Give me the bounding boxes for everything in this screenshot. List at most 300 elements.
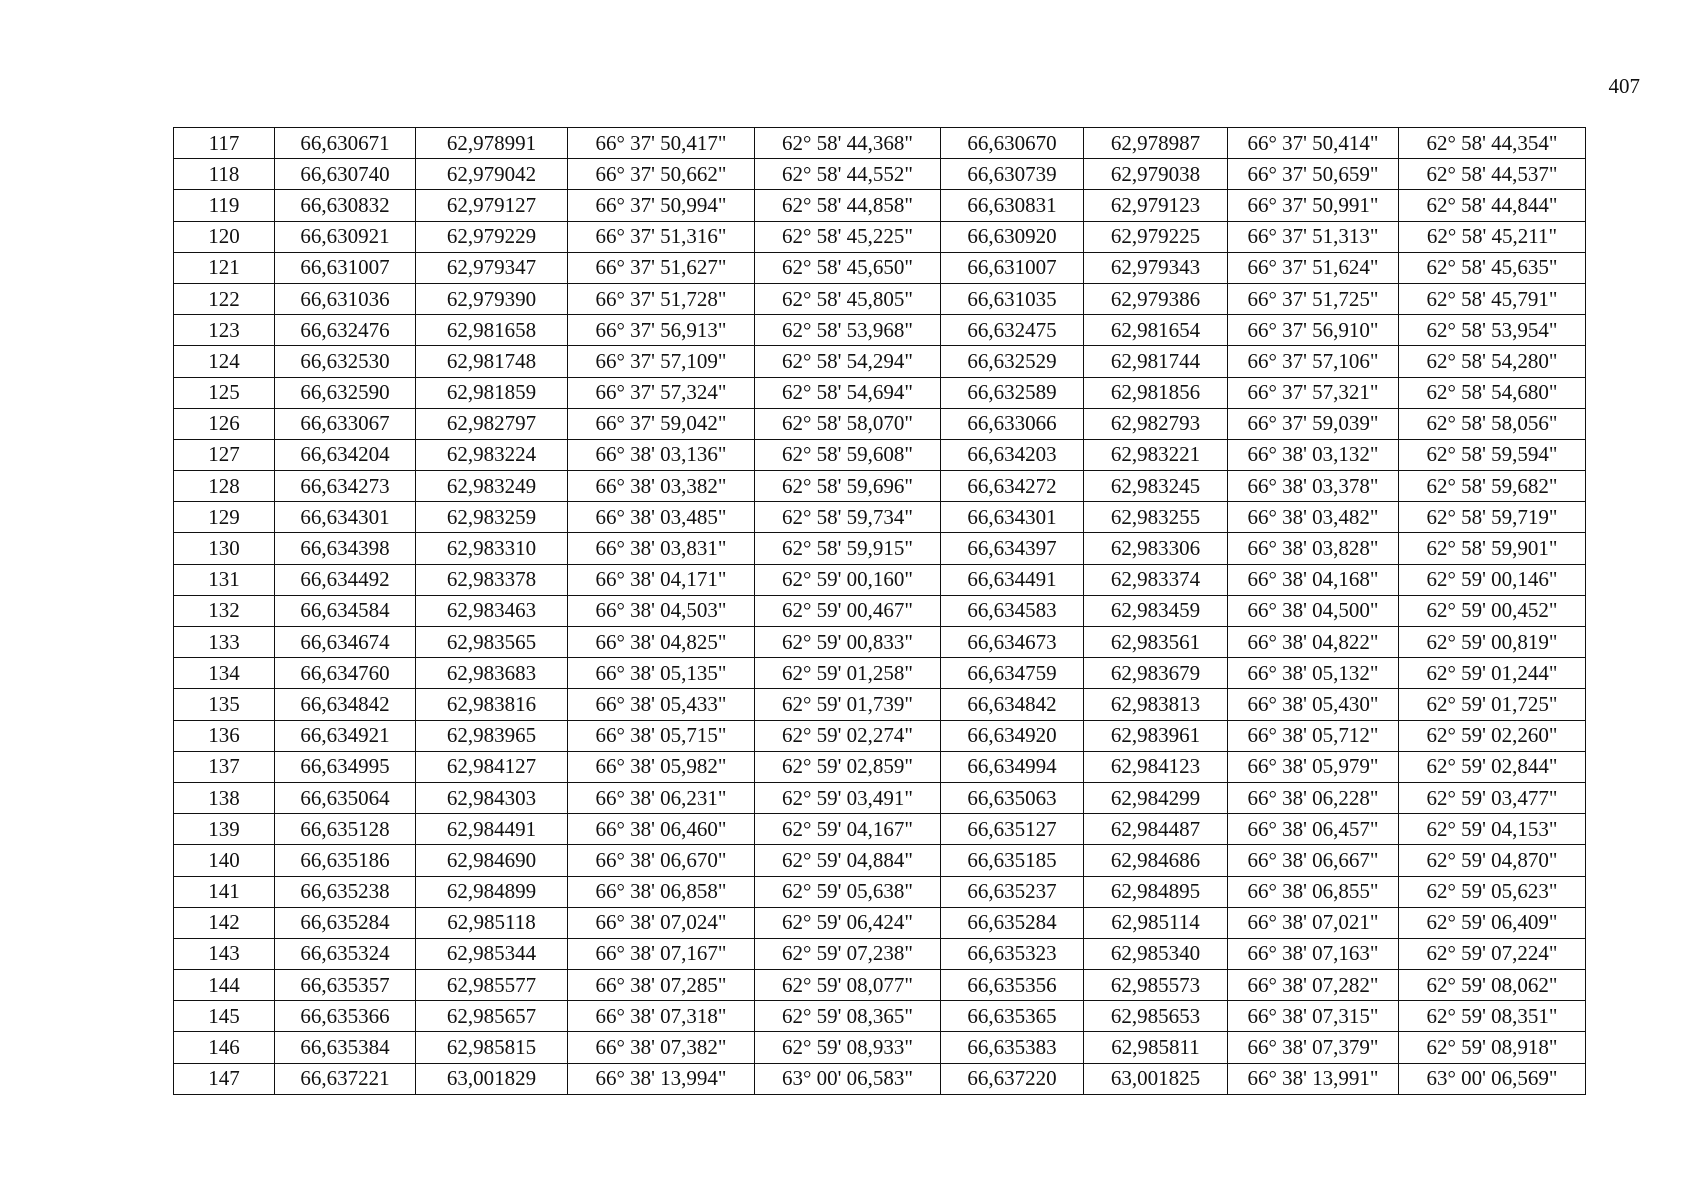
- point-number-cell: 128: [174, 471, 275, 502]
- lon-dms-cell: 62° 59' 04,884": [755, 845, 941, 876]
- lon-dms-cell: 62° 59' 08,365": [755, 1001, 941, 1032]
- lon-dms-alt-cell: 62° 58' 59,682": [1399, 471, 1586, 502]
- lat-dms-cell: 66° 38' 05,433": [568, 689, 755, 720]
- lon-decimal-cell: 62,985657: [416, 1001, 568, 1032]
- lat-decimal-alt-cell: 66,632529: [941, 346, 1084, 377]
- lon-decimal-cell: 62,981859: [416, 377, 568, 408]
- lat-dms-alt-cell: 66° 38' 06,228": [1228, 782, 1399, 813]
- lat-decimal-alt-cell: 66,630920: [941, 221, 1084, 252]
- lat-decimal-cell: 66,634398: [275, 533, 416, 564]
- lat-decimal-cell: 66,630740: [275, 159, 416, 190]
- lon-decimal-alt-cell: 62,979123: [1084, 190, 1228, 221]
- lat-decimal-alt-cell: 66,634203: [941, 439, 1084, 470]
- table-row: [174, 190, 1586, 221]
- point-number-cell: 145: [174, 1001, 275, 1032]
- lon-decimal-alt-cell: 62,984123: [1084, 751, 1228, 782]
- lon-dms-alt-cell: 62° 59' 04,153": [1399, 814, 1586, 845]
- lon-decimal-alt-cell: 62,983459: [1084, 595, 1228, 626]
- lon-dms-cell: 62° 58' 45,805": [755, 283, 941, 314]
- lon-dms-cell: 62° 59' 02,859": [755, 751, 941, 782]
- lat-dms-alt-cell: 66° 37' 57,106": [1228, 346, 1399, 377]
- lon-decimal-cell: 62,981748: [416, 346, 568, 377]
- lon-decimal-alt-cell: 62,985114: [1084, 907, 1228, 938]
- lat-dms-cell: 66° 37' 50,417": [568, 128, 755, 159]
- lon-decimal-cell: 62,985815: [416, 1032, 568, 1063]
- lat-dms-cell: 66° 38' 04,503": [568, 595, 755, 626]
- table-row: [174, 814, 1586, 845]
- lat-dms-cell: 66° 38' 03,382": [568, 471, 755, 502]
- lat-decimal-cell: 66,632590: [275, 377, 416, 408]
- point-number-cell: 137: [174, 751, 275, 782]
- lat-decimal-alt-cell: 66,635356: [941, 970, 1084, 1001]
- lon-dms-alt-cell: 62° 59' 08,062": [1399, 970, 1586, 1001]
- table-row: [174, 845, 1586, 876]
- lon-decimal-alt-cell: 62,984487: [1084, 814, 1228, 845]
- lon-dms-cell: 62° 58' 45,225": [755, 221, 941, 252]
- lat-decimal-alt-cell: 66,635365: [941, 1001, 1084, 1032]
- lat-decimal-alt-cell: 66,635237: [941, 876, 1084, 907]
- lat-decimal-cell: 66,632530: [275, 346, 416, 377]
- lat-decimal-cell: 66,634204: [275, 439, 416, 470]
- point-number-cell: 139: [174, 814, 275, 845]
- point-number-cell: 125: [174, 377, 275, 408]
- lat-decimal-alt-cell: 66,634397: [941, 533, 1084, 564]
- point-number-cell: 120: [174, 221, 275, 252]
- lat-decimal-cell: 66,633067: [275, 408, 416, 439]
- lon-decimal-alt-cell: 62,985340: [1084, 938, 1228, 969]
- table-row: [174, 751, 1586, 782]
- lat-decimal-cell: 66,631007: [275, 252, 416, 283]
- lon-dms-cell: 62° 59' 04,167": [755, 814, 941, 845]
- table-row: [174, 907, 1586, 938]
- lat-decimal-alt-cell: 66,634842: [941, 689, 1084, 720]
- lat-decimal-alt-cell: 66,630831: [941, 190, 1084, 221]
- lon-dms-cell: 62° 58' 53,968": [755, 315, 941, 346]
- lon-decimal-cell: 62,979229: [416, 221, 568, 252]
- table-row: [174, 252, 1586, 283]
- point-number-cell: 121: [174, 252, 275, 283]
- table-row: [174, 689, 1586, 720]
- lon-dms-cell: 62° 59' 00,833": [755, 627, 941, 658]
- lat-dms-alt-cell: 66° 37' 51,725": [1228, 283, 1399, 314]
- lon-dms-cell: 62° 59' 01,258": [755, 658, 941, 689]
- lon-decimal-alt-cell: 62,981744: [1084, 346, 1228, 377]
- lat-dms-cell: 66° 38' 06,460": [568, 814, 755, 845]
- lon-dms-alt-cell: 62° 59' 03,477": [1399, 782, 1586, 813]
- point-number-cell: 143: [174, 938, 275, 969]
- lat-decimal-cell: 66,634492: [275, 564, 416, 595]
- lat-dms-cell: 66° 38' 06,858": [568, 876, 755, 907]
- lon-decimal-alt-cell: 62,983374: [1084, 564, 1228, 595]
- lon-dms-alt-cell: 62° 59' 00,819": [1399, 627, 1586, 658]
- lon-decimal-cell: 62,979347: [416, 252, 568, 283]
- lon-decimal-cell: 62,983310: [416, 533, 568, 564]
- lon-dms-alt-cell: 62° 59' 05,623": [1399, 876, 1586, 907]
- lat-dms-cell: 66° 37' 51,316": [568, 221, 755, 252]
- lon-decimal-cell: 62,983249: [416, 471, 568, 502]
- lat-decimal-cell: 66,634921: [275, 720, 416, 751]
- lat-dms-cell: 66° 38' 13,994": [568, 1063, 755, 1094]
- lat-decimal-cell: 66,634674: [275, 627, 416, 658]
- lon-dms-cell: 62° 59' 00,160": [755, 564, 941, 595]
- lon-decimal-alt-cell: 62,983221: [1084, 439, 1228, 470]
- lat-dms-cell: 66° 38' 07,024": [568, 907, 755, 938]
- lat-dms-alt-cell: 66° 38' 04,168": [1228, 564, 1399, 595]
- lon-dms-alt-cell: 62° 58' 45,791": [1399, 283, 1586, 314]
- lon-dms-cell: 62° 58' 44,858": [755, 190, 941, 221]
- lat-decimal-cell: 66,637221: [275, 1063, 416, 1094]
- lat-dms-alt-cell: 66° 38' 07,021": [1228, 907, 1399, 938]
- lat-decimal-alt-cell: 66,635383: [941, 1032, 1084, 1063]
- lon-dms-alt-cell: 62° 59' 01,725": [1399, 689, 1586, 720]
- point-number-cell: 132: [174, 595, 275, 626]
- lon-decimal-cell: 62,983378: [416, 564, 568, 595]
- lat-dms-cell: 66° 38' 03,485": [568, 502, 755, 533]
- lon-decimal-cell: 63,001829: [416, 1063, 568, 1094]
- lat-decimal-cell: 66,630671: [275, 128, 416, 159]
- lat-decimal-cell: 66,635384: [275, 1032, 416, 1063]
- lat-dms-alt-cell: 66° 38' 03,482": [1228, 502, 1399, 533]
- lat-dms-alt-cell: 66° 38' 05,132": [1228, 658, 1399, 689]
- point-number-cell: 123: [174, 315, 275, 346]
- lat-dms-alt-cell: 66° 38' 13,991": [1228, 1063, 1399, 1094]
- lon-decimal-alt-cell: 63,001825: [1084, 1063, 1228, 1094]
- lon-dms-alt-cell: 62° 59' 02,844": [1399, 751, 1586, 782]
- lon-decimal-alt-cell: 62,984686: [1084, 845, 1228, 876]
- lat-dms-alt-cell: 66° 38' 04,500": [1228, 595, 1399, 626]
- lon-decimal-cell: 62,983224: [416, 439, 568, 470]
- lat-decimal-alt-cell: 66,635063: [941, 782, 1084, 813]
- lat-dms-alt-cell: 66° 38' 05,979": [1228, 751, 1399, 782]
- table-row: [174, 502, 1586, 533]
- lon-dms-alt-cell: 62° 59' 01,244": [1399, 658, 1586, 689]
- lat-dms-alt-cell: 66° 38' 04,822": [1228, 627, 1399, 658]
- lon-dms-cell: 62° 59' 07,238": [755, 938, 941, 969]
- lat-dms-cell: 66° 38' 07,285": [568, 970, 755, 1001]
- lon-decimal-cell: 62,985577: [416, 970, 568, 1001]
- lat-decimal-cell: 66,635064: [275, 782, 416, 813]
- point-number-cell: 134: [174, 658, 275, 689]
- lon-decimal-cell: 62,979042: [416, 159, 568, 190]
- table-row: [174, 377, 1586, 408]
- point-number-cell: 122: [174, 283, 275, 314]
- lat-dms-alt-cell: 66° 37' 50,659": [1228, 159, 1399, 190]
- lat-dms-cell: 66° 38' 07,167": [568, 938, 755, 969]
- point-number-cell: 130: [174, 533, 275, 564]
- lon-dms-cell: 62° 58' 59,915": [755, 533, 941, 564]
- lon-dms-alt-cell: 62° 59' 07,224": [1399, 938, 1586, 969]
- lon-dms-cell: 62° 58' 44,552": [755, 159, 941, 190]
- lat-decimal-cell: 66,634995: [275, 751, 416, 782]
- lon-dms-alt-cell: 62° 59' 08,918": [1399, 1032, 1586, 1063]
- lat-decimal-alt-cell: 66,635323: [941, 938, 1084, 969]
- table-body: [174, 128, 1586, 1095]
- lon-dms-cell: 62° 58' 54,694": [755, 377, 941, 408]
- lon-decimal-alt-cell: 62,985811: [1084, 1032, 1228, 1063]
- table-row: [174, 471, 1586, 502]
- lat-dms-cell: 66° 38' 07,382": [568, 1032, 755, 1063]
- lat-dms-cell: 66° 38' 07,318": [568, 1001, 755, 1032]
- lon-decimal-cell: 62,982797: [416, 408, 568, 439]
- point-number-cell: 144: [174, 970, 275, 1001]
- lat-dms-alt-cell: 66° 38' 05,430": [1228, 689, 1399, 720]
- lat-dms-cell: 66° 38' 06,670": [568, 845, 755, 876]
- point-number-cell: 146: [174, 1032, 275, 1063]
- lon-dms-alt-cell: 62° 58' 54,280": [1399, 346, 1586, 377]
- lat-decimal-alt-cell: 66,634673: [941, 627, 1084, 658]
- lat-dms-alt-cell: 66° 37' 50,414": [1228, 128, 1399, 159]
- lat-dms-alt-cell: 66° 37' 50,991": [1228, 190, 1399, 221]
- table-row: [174, 346, 1586, 377]
- table-row: [174, 595, 1586, 626]
- lon-decimal-alt-cell: 62,983561: [1084, 627, 1228, 658]
- lat-dms-cell: 66° 37' 51,728": [568, 283, 755, 314]
- lat-decimal-cell: 66,635186: [275, 845, 416, 876]
- point-number-cell: 141: [174, 876, 275, 907]
- lat-dms-alt-cell: 66° 37' 57,321": [1228, 377, 1399, 408]
- lat-decimal-alt-cell: 66,634759: [941, 658, 1084, 689]
- lon-decimal-cell: 62,978991: [416, 128, 568, 159]
- lat-dms-cell: 66° 37' 50,994": [568, 190, 755, 221]
- lon-dms-alt-cell: 62° 58' 45,211": [1399, 221, 1586, 252]
- page-number: 407: [1608, 74, 1640, 98]
- lon-decimal-alt-cell: 62,979343: [1084, 252, 1228, 283]
- lon-dms-alt-cell: 62° 59' 08,351": [1399, 1001, 1586, 1032]
- lon-decimal-cell: 62,984491: [416, 814, 568, 845]
- lon-dms-alt-cell: 62° 58' 59,719": [1399, 502, 1586, 533]
- lat-dms-cell: 66° 38' 05,715": [568, 720, 755, 751]
- lat-decimal-cell: 66,635366: [275, 1001, 416, 1032]
- point-number-cell: 136: [174, 720, 275, 751]
- lon-dms-alt-cell: 62° 59' 06,409": [1399, 907, 1586, 938]
- table-row: [174, 283, 1586, 314]
- lat-decimal-cell: 66,631036: [275, 283, 416, 314]
- table-row: [174, 564, 1586, 595]
- lat-decimal-cell: 66,634301: [275, 502, 416, 533]
- lat-decimal-alt-cell: 66,637220: [941, 1063, 1084, 1094]
- lat-decimal-alt-cell: 66,634491: [941, 564, 1084, 595]
- lat-decimal-alt-cell: 66,634994: [941, 751, 1084, 782]
- lon-decimal-cell: 62,983965: [416, 720, 568, 751]
- lat-dms-cell: 66° 38' 03,831": [568, 533, 755, 564]
- lon-dms-alt-cell: 62° 58' 44,537": [1399, 159, 1586, 190]
- lon-dms-cell: 62° 58' 59,696": [755, 471, 941, 502]
- point-number-cell: 126: [174, 408, 275, 439]
- table-row: [174, 315, 1586, 346]
- point-number-cell: 147: [174, 1063, 275, 1094]
- lon-decimal-alt-cell: 62,979038: [1084, 159, 1228, 190]
- lat-decimal-cell: 66,635128: [275, 814, 416, 845]
- lon-decimal-alt-cell: 62,981856: [1084, 377, 1228, 408]
- lat-dms-alt-cell: 66° 38' 06,667": [1228, 845, 1399, 876]
- lon-dms-alt-cell: 62° 58' 59,901": [1399, 533, 1586, 564]
- lon-dms-cell: 62° 59' 08,077": [755, 970, 941, 1001]
- lon-decimal-cell: 62,983816: [416, 689, 568, 720]
- lat-decimal-alt-cell: 66,632475: [941, 315, 1084, 346]
- lon-decimal-cell: 62,983565: [416, 627, 568, 658]
- lat-decimal-alt-cell: 66,630670: [941, 128, 1084, 159]
- lat-decimal-alt-cell: 66,635185: [941, 845, 1084, 876]
- table-row: [174, 658, 1586, 689]
- lon-dms-cell: 62° 58' 59,608": [755, 439, 941, 470]
- table-row: [174, 1063, 1586, 1094]
- lat-dms-alt-cell: 66° 38' 07,315": [1228, 1001, 1399, 1032]
- lat-dms-alt-cell: 66° 38' 03,378": [1228, 471, 1399, 502]
- lat-dms-cell: 66° 38' 04,171": [568, 564, 755, 595]
- lon-dms-alt-cell: 62° 58' 44,844": [1399, 190, 1586, 221]
- lat-decimal-cell: 66,632476: [275, 315, 416, 346]
- table-row: [174, 970, 1586, 1001]
- lat-dms-alt-cell: 66° 38' 07,163": [1228, 938, 1399, 969]
- lon-dms-alt-cell: 62° 58' 58,056": [1399, 408, 1586, 439]
- lat-dms-cell: 66° 37' 51,627": [568, 252, 755, 283]
- lat-dms-alt-cell: 66° 38' 05,712": [1228, 720, 1399, 751]
- lat-dms-alt-cell: 66° 38' 07,379": [1228, 1032, 1399, 1063]
- lat-dms-cell: 66° 37' 57,324": [568, 377, 755, 408]
- lon-decimal-alt-cell: 62,983813: [1084, 689, 1228, 720]
- lon-decimal-alt-cell: 62,981654: [1084, 315, 1228, 346]
- lon-dms-alt-cell: 63° 00' 06,569": [1399, 1063, 1586, 1094]
- lat-dms-alt-cell: 66° 38' 06,855": [1228, 876, 1399, 907]
- lat-decimal-alt-cell: 66,632589: [941, 377, 1084, 408]
- point-number-cell: 124: [174, 346, 275, 377]
- point-number-cell: 138: [174, 782, 275, 813]
- lon-dms-cell: 62° 58' 54,294": [755, 346, 941, 377]
- lat-dms-cell: 66° 38' 03,136": [568, 439, 755, 470]
- lon-decimal-cell: 62,984127: [416, 751, 568, 782]
- lat-dms-alt-cell: 66° 37' 59,039": [1228, 408, 1399, 439]
- lat-dms-alt-cell: 66° 38' 07,282": [1228, 970, 1399, 1001]
- lat-decimal-alt-cell: 66,634583: [941, 595, 1084, 626]
- lon-dms-cell: 62° 59' 01,739": [755, 689, 941, 720]
- lon-decimal-alt-cell: 62,978987: [1084, 128, 1228, 159]
- lon-dms-cell: 62° 58' 45,650": [755, 252, 941, 283]
- point-number-cell: 119: [174, 190, 275, 221]
- lon-decimal-cell: 62,984690: [416, 845, 568, 876]
- point-number-cell: 142: [174, 907, 275, 938]
- table-row: [174, 1032, 1586, 1063]
- lon-dms-alt-cell: 62° 58' 45,635": [1399, 252, 1586, 283]
- lon-decimal-cell: 62,979127: [416, 190, 568, 221]
- lat-dms-alt-cell: 66° 38' 06,457": [1228, 814, 1399, 845]
- lon-decimal-cell: 62,983259: [416, 502, 568, 533]
- table-row: [174, 938, 1586, 969]
- point-number-cell: 127: [174, 439, 275, 470]
- lat-decimal-alt-cell: 66,631035: [941, 283, 1084, 314]
- lon-dms-cell: 62° 59' 00,467": [755, 595, 941, 626]
- lat-decimal-cell: 66,634760: [275, 658, 416, 689]
- lat-dms-cell: 66° 37' 57,109": [568, 346, 755, 377]
- lon-dms-cell: 62° 58' 59,734": [755, 502, 941, 533]
- lat-decimal-cell: 66,634842: [275, 689, 416, 720]
- lon-decimal-alt-cell: 62,983679: [1084, 658, 1228, 689]
- table-row: [174, 1001, 1586, 1032]
- lat-decimal-cell: 66,635357: [275, 970, 416, 1001]
- lon-decimal-cell: 62,983463: [416, 595, 568, 626]
- lon-dms-alt-cell: 62° 59' 00,452": [1399, 595, 1586, 626]
- lon-dms-cell: 63° 00' 06,583": [755, 1063, 941, 1094]
- table-row: [174, 627, 1586, 658]
- lat-decimal-alt-cell: 66,635284: [941, 907, 1084, 938]
- lon-decimal-alt-cell: 62,983961: [1084, 720, 1228, 751]
- table-row: [174, 720, 1586, 751]
- point-number-cell: 117: [174, 128, 275, 159]
- point-number-cell: 135: [174, 689, 275, 720]
- lat-dms-alt-cell: 66° 38' 03,828": [1228, 533, 1399, 564]
- lon-decimal-cell: 62,981658: [416, 315, 568, 346]
- table-row: [174, 128, 1586, 159]
- table-row: [174, 159, 1586, 190]
- table-row: [174, 221, 1586, 252]
- lat-decimal-cell: 66,630832: [275, 190, 416, 221]
- lon-decimal-alt-cell: 62,983255: [1084, 502, 1228, 533]
- lat-decimal-cell: 66,634273: [275, 471, 416, 502]
- table-row: [174, 876, 1586, 907]
- lon-decimal-cell: 62,985118: [416, 907, 568, 938]
- lat-decimal-alt-cell: 66,631007: [941, 252, 1084, 283]
- lat-dms-cell: 66° 38' 06,231": [568, 782, 755, 813]
- lat-decimal-alt-cell: 66,634272: [941, 471, 1084, 502]
- lon-dms-alt-cell: 62° 58' 44,354": [1399, 128, 1586, 159]
- lon-dms-cell: 62° 59' 05,638": [755, 876, 941, 907]
- lon-decimal-alt-cell: 62,984299: [1084, 782, 1228, 813]
- lon-dms-cell: 62° 58' 58,070": [755, 408, 941, 439]
- lon-dms-alt-cell: 62° 58' 54,680": [1399, 377, 1586, 408]
- lon-decimal-alt-cell: 62,979225: [1084, 221, 1228, 252]
- lat-decimal-alt-cell: 66,634920: [941, 720, 1084, 751]
- lat-decimal-cell: 66,635238: [275, 876, 416, 907]
- lon-decimal-alt-cell: 62,985653: [1084, 1001, 1228, 1032]
- lat-decimal-cell: 66,635284: [275, 907, 416, 938]
- coordinates-table: [173, 127, 1586, 1095]
- lat-dms-alt-cell: 66° 37' 51,313": [1228, 221, 1399, 252]
- lon-decimal-alt-cell: 62,979386: [1084, 283, 1228, 314]
- lat-dms-alt-cell: 66° 38' 03,132": [1228, 439, 1399, 470]
- lat-dms-cell: 66° 37' 56,913": [568, 315, 755, 346]
- lon-decimal-cell: 62,984303: [416, 782, 568, 813]
- table-row: [174, 533, 1586, 564]
- table-row: [174, 782, 1586, 813]
- lon-dms-cell: 62° 58' 44,368": [755, 128, 941, 159]
- point-number-cell: 133: [174, 627, 275, 658]
- lon-decimal-alt-cell: 62,982793: [1084, 408, 1228, 439]
- lon-decimal-alt-cell: 62,983306: [1084, 533, 1228, 564]
- lat-dms-cell: 66° 38' 05,982": [568, 751, 755, 782]
- lon-decimal-alt-cell: 62,984895: [1084, 876, 1228, 907]
- lon-dms-alt-cell: 62° 59' 00,146": [1399, 564, 1586, 595]
- point-number-cell: 131: [174, 564, 275, 595]
- lon-dms-alt-cell: 62° 59' 04,870": [1399, 845, 1586, 876]
- lat-dms-cell: 66° 38' 04,825": [568, 627, 755, 658]
- lat-decimal-cell: 66,635324: [275, 938, 416, 969]
- lon-dms-alt-cell: 62° 58' 53,954": [1399, 315, 1586, 346]
- lon-decimal-cell: 62,979390: [416, 283, 568, 314]
- lon-dms-cell: 62° 59' 06,424": [755, 907, 941, 938]
- point-number-cell: 129: [174, 502, 275, 533]
- lon-decimal-alt-cell: 62,985573: [1084, 970, 1228, 1001]
- lat-decimal-cell: 66,634584: [275, 595, 416, 626]
- lat-decimal-cell: 66,630921: [275, 221, 416, 252]
- lat-dms-cell: 66° 38' 05,135": [568, 658, 755, 689]
- point-number-cell: 140: [174, 845, 275, 876]
- lat-decimal-alt-cell: 66,633066: [941, 408, 1084, 439]
- lon-dms-alt-cell: 62° 58' 59,594": [1399, 439, 1586, 470]
- lon-decimal-cell: 62,984899: [416, 876, 568, 907]
- lat-dms-cell: 66° 37' 50,662": [568, 159, 755, 190]
- lat-decimal-alt-cell: 66,635127: [941, 814, 1084, 845]
- lat-dms-alt-cell: 66° 37' 51,624": [1228, 252, 1399, 283]
- lon-decimal-cell: 62,983683: [416, 658, 568, 689]
